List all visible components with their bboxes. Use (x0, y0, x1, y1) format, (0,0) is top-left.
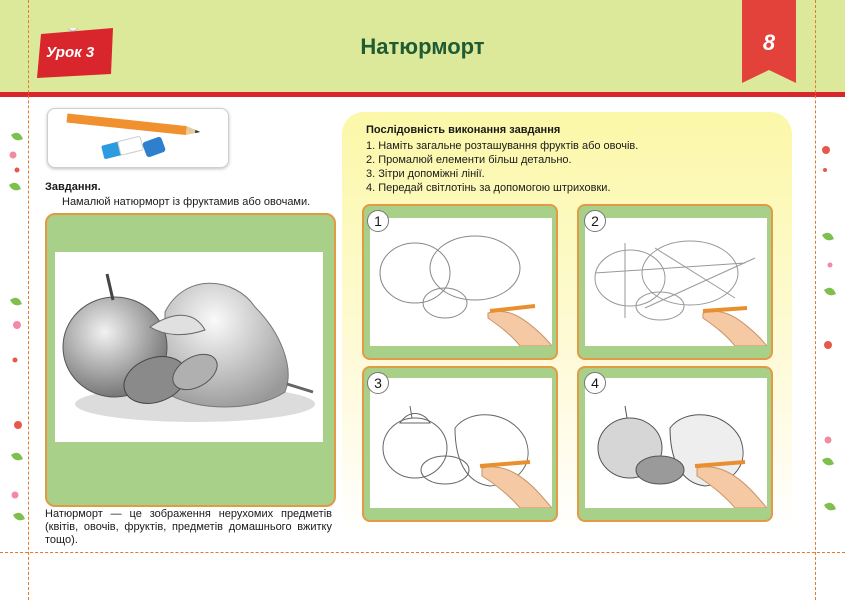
step-instruction: 2. Промалюй елементи більш детально. (366, 154, 572, 166)
step-3-sketch-image (370, 378, 552, 508)
step-number-badge: 1 (367, 210, 389, 232)
page-title: Натюрморт (360, 34, 485, 59)
still-life-definition: Натюрморт — це зображення нерухомих предметів (квітів, овочів, фруктів, предметів домашнього вжитку тощо). (45, 508, 332, 546)
still-life-sketch-image (55, 252, 323, 442)
task-heading: Завдання. (45, 181, 101, 193)
left-margin-guide (28, 0, 29, 600)
step-instruction: 1. Наміть загальне розташування фруктів або овочів. (366, 140, 639, 152)
step-number-badge: 2 (584, 210, 606, 232)
task-text: Намалюй натюрморт із фруктамив або овочами. (62, 196, 311, 208)
step-4-sketch-image (585, 378, 767, 508)
pencil-eraser-sharpener-icon (48, 109, 228, 167)
right-flower-decoration (818, 140, 840, 520)
step-number-badge: 3 (367, 372, 389, 394)
left-flower-decoration (5, 125, 27, 525)
step-1-sketch-image (370, 218, 552, 346)
step-number-badge: 4 (584, 372, 606, 394)
page-number: 8 (762, 30, 776, 55)
step-2-sketch-image (585, 218, 767, 346)
drawing-tools-box (47, 108, 229, 168)
step-instruction: 3. Зітри допоміжні лінії. (366, 168, 485, 180)
right-margin-guide (815, 0, 816, 600)
header-rule (0, 92, 845, 97)
lesson-label: Урок 3 (46, 44, 95, 61)
step-instruction: 4. Передай світлотінь за допомогою штриховки. (366, 182, 611, 194)
bottom-margin-guide (0, 552, 845, 553)
steps-heading: Послідовність виконання завдання (366, 124, 561, 136)
